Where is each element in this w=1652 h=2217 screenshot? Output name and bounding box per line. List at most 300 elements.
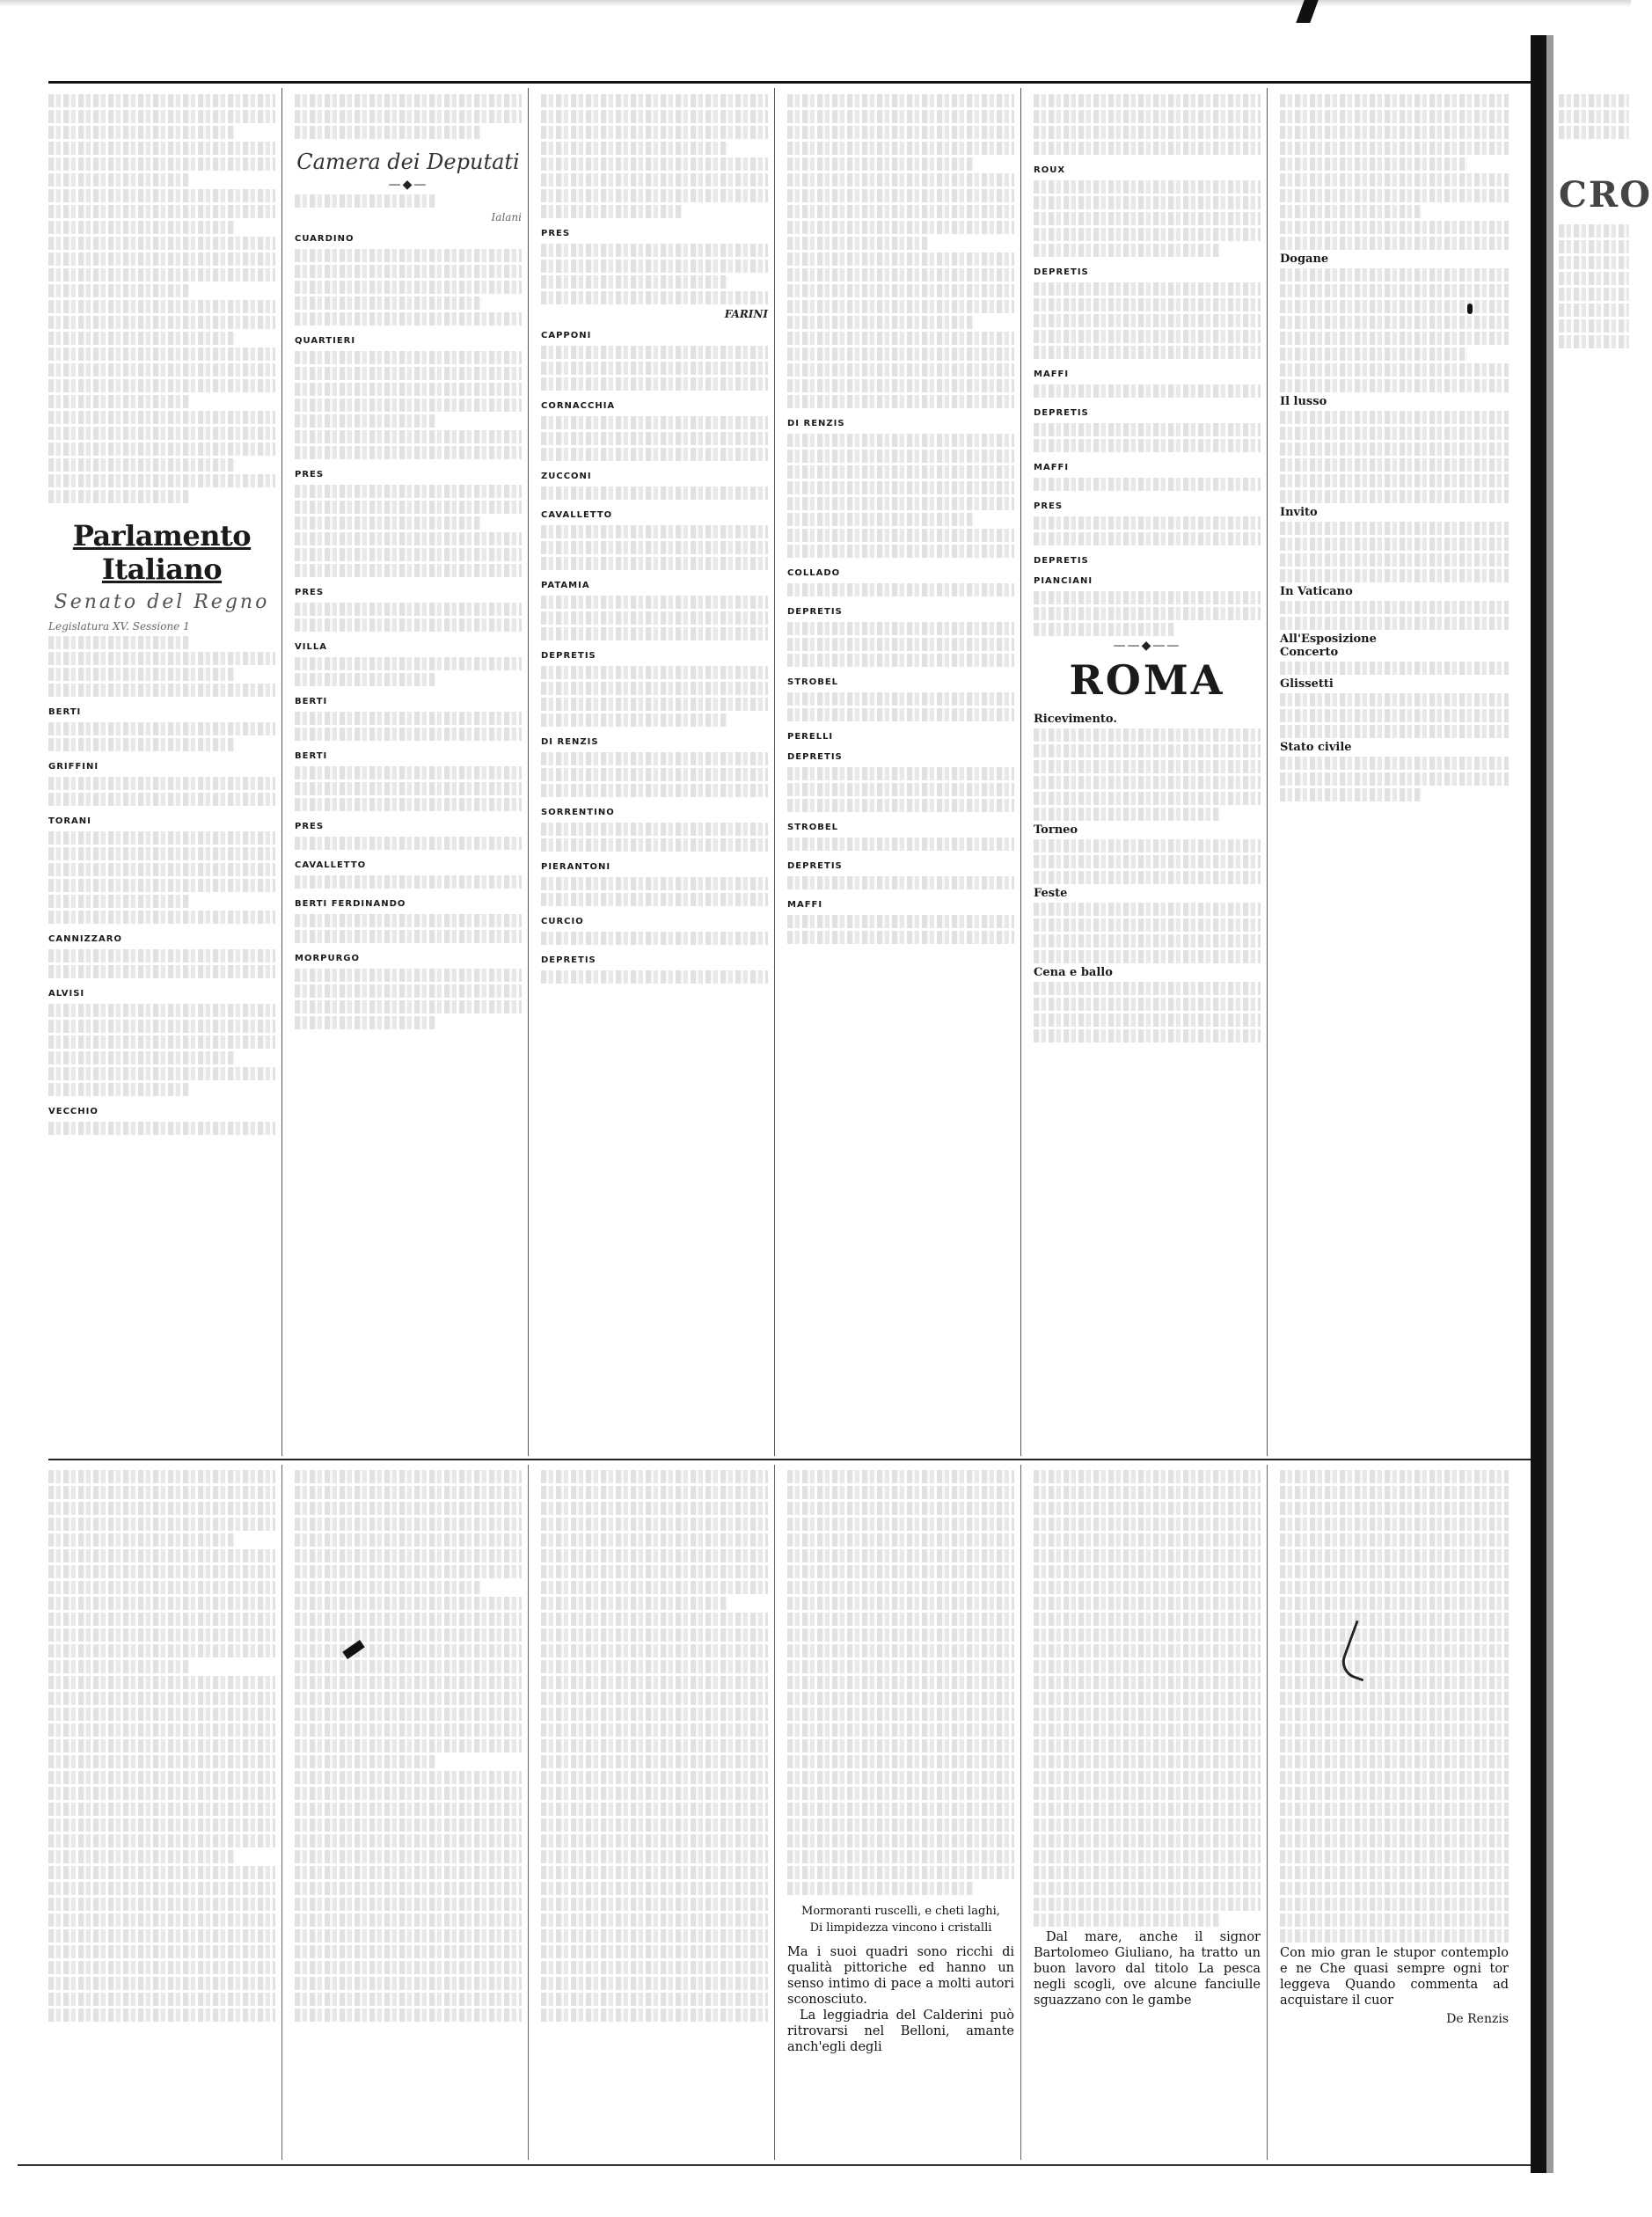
text-line — [1280, 1549, 1509, 1562]
text-line — [1280, 1708, 1509, 1721]
text-line — [295, 1628, 522, 1642]
text-line — [787, 1486, 1014, 1499]
text-line — [1280, 142, 1509, 155]
text-line — [1559, 319, 1629, 333]
text-line — [1280, 474, 1509, 487]
text-line — [1034, 126, 1261, 139]
text-line — [1034, 244, 1220, 257]
text-line — [787, 1676, 1014, 1689]
text-line — [295, 1929, 522, 1943]
text-line — [787, 205, 1014, 218]
speaker-name: QUARTIERI — [295, 336, 356, 346]
text-line — [295, 367, 522, 380]
news-item-title: In Vaticano — [1280, 585, 1353, 598]
text-line — [48, 1676, 275, 1689]
text-line — [1034, 196, 1261, 209]
news-item-title: Il lusso — [1280, 395, 1327, 408]
text-line — [295, 712, 522, 725]
speaker-name: PIANCIANI — [1034, 576, 1093, 586]
text-line — [1280, 772, 1509, 786]
text-line — [541, 1739, 768, 1752]
speaker-name: GRIFFINI — [48, 762, 99, 772]
text-line — [48, 668, 235, 681]
text-line — [787, 1866, 1014, 1879]
speaker-name: CORNACCHIA — [541, 401, 616, 411]
column-4 — [787, 91, 1014, 1453]
session-president: FARINI — [724, 308, 768, 320]
text-line — [295, 1581, 481, 1594]
text-line — [48, 863, 275, 876]
text-line — [541, 1866, 768, 1879]
lower-column-4 — [787, 1467, 1014, 2158]
text-line — [48, 793, 275, 806]
text-line — [48, 965, 275, 978]
text-line — [1034, 1676, 1261, 1689]
speaker-name: PIERANTONI — [541, 862, 611, 872]
text-line — [1034, 1850, 1261, 1863]
speaker-name: DEPRETIS — [787, 607, 843, 617]
text-line — [1280, 1866, 1509, 1879]
text-line — [1280, 94, 1509, 107]
column-rule — [528, 88, 529, 1456]
column-rule — [774, 88, 775, 1456]
text-line — [541, 1787, 768, 1800]
text-line — [1034, 516, 1261, 530]
text-line — [541, 893, 768, 906]
text-line — [48, 1787, 275, 1800]
text-line — [48, 1898, 275, 1911]
text-line — [48, 458, 235, 472]
article-paragraph: Dal mare, anche il signor Bartolomeo Giuliano, ha tratto un buon lavoro dal titolo La pesca negli scogli, ove alcune fanciulle sguazzano con le gambe — [1034, 1930, 1261, 2008]
text-line — [1280, 1834, 1509, 1848]
text-line — [787, 221, 1014, 234]
text-line — [48, 722, 275, 735]
speaker-name: TORANI — [48, 816, 91, 826]
text-line — [1280, 1755, 1509, 1768]
text-line — [787, 300, 1014, 313]
text-line — [787, 1803, 1014, 1816]
text-line — [48, 636, 189, 649]
text-line — [787, 1581, 1014, 1594]
text-line — [1034, 1533, 1261, 1547]
text-line — [1280, 458, 1509, 472]
speaker-name: PRES — [541, 229, 571, 238]
text-line — [1034, 1818, 1261, 1832]
column-2 — [295, 91, 522, 1453]
text-line — [787, 1660, 1014, 1673]
column-rule — [281, 88, 282, 1456]
text-line — [1034, 1502, 1261, 1515]
text-line — [295, 914, 522, 927]
text-line — [48, 205, 275, 218]
text-line — [787, 513, 974, 526]
speaker-name: PRES — [295, 470, 325, 479]
text-line — [541, 205, 682, 218]
text-line — [1034, 282, 1261, 296]
text-line — [295, 1882, 522, 1895]
text-line — [295, 110, 522, 123]
text-line — [787, 465, 1014, 479]
text-line — [1034, 1834, 1261, 1848]
text-line — [1280, 1628, 1509, 1642]
text-line — [48, 395, 189, 408]
text-line — [787, 638, 1014, 651]
text-line — [787, 1818, 1014, 1832]
heading-ornament: —◆— — [388, 178, 428, 192]
text-line — [541, 432, 768, 445]
text-line — [48, 1882, 275, 1895]
text-line — [295, 1866, 522, 1879]
speaker-name: PRES — [295, 588, 325, 597]
column-rule — [1020, 1465, 1021, 2160]
text-line — [1280, 1692, 1509, 1705]
speaker-name: BERTI — [48, 707, 82, 717]
text-line — [1280, 268, 1509, 282]
text-line — [295, 1723, 522, 1737]
text-line — [295, 798, 522, 811]
text-line — [1280, 1486, 1509, 1499]
text-line — [1280, 709, 1509, 722]
speaker-name: DEPRETIS — [1034, 408, 1089, 418]
text-line — [541, 173, 768, 187]
text-line — [48, 1961, 275, 1974]
lower-column-2 — [295, 1467, 522, 2158]
text-line — [1280, 316, 1509, 329]
text-line — [541, 1803, 768, 1816]
text-line — [1034, 1692, 1261, 1705]
news-item-title: Feste — [1034, 887, 1068, 900]
text-line — [295, 1000, 522, 1013]
text-line — [48, 2008, 275, 2022]
text-line — [295, 249, 522, 262]
text-line — [295, 1850, 522, 1863]
text-line — [48, 126, 235, 139]
text-line — [1280, 757, 1509, 770]
chamber-heading: Camera dei Deputati — [296, 150, 520, 174]
text-line — [1559, 304, 1629, 317]
text-line — [541, 823, 768, 836]
text-line — [48, 1692, 275, 1705]
text-line — [48, 684, 275, 697]
text-line — [1034, 744, 1261, 757]
text-line — [1034, 478, 1261, 491]
text-line — [48, 1067, 275, 1080]
text-line — [295, 548, 522, 561]
text-line — [1559, 272, 1629, 285]
text-line — [541, 1502, 768, 1515]
text-line — [1559, 256, 1629, 269]
text-line — [1280, 427, 1509, 440]
text-line — [1034, 839, 1261, 852]
text-line — [1280, 379, 1509, 392]
text-line — [295, 1676, 522, 1689]
text-line — [295, 1771, 522, 1784]
text-line — [1280, 110, 1509, 123]
text-line — [787, 1565, 1014, 1578]
verse-line: Di limpidezza vincono i cristalli — [809, 1921, 992, 1935]
text-line — [295, 94, 522, 107]
speaker-name: CAPPONI — [541, 331, 592, 340]
column-rule — [1267, 1465, 1268, 2160]
text-line — [1034, 228, 1261, 241]
text-line — [1559, 288, 1629, 301]
binding-gutter — [1531, 35, 1546, 2173]
text-line — [787, 1613, 1014, 1626]
text-line — [787, 1644, 1014, 1657]
text-line — [295, 516, 481, 530]
text-line — [295, 414, 435, 428]
text-line — [48, 300, 275, 313]
text-line — [1280, 1898, 1509, 1911]
text-line — [1034, 918, 1261, 932]
column-3 — [541, 91, 768, 1453]
text-line — [1280, 725, 1509, 738]
text-line — [48, 1004, 275, 1017]
text-line — [541, 1834, 768, 1848]
text-line — [541, 932, 768, 945]
text-line — [295, 1993, 522, 2006]
speaker-name: ROUX — [1034, 165, 1066, 175]
text-line — [787, 348, 1014, 361]
text-line — [787, 395, 1014, 408]
text-line — [1559, 94, 1629, 107]
text-line — [541, 1913, 768, 1927]
text-line — [541, 1533, 768, 1547]
article-paragraph: La leggiadria del Calderini può ritrovarsi nel Belloni, amante anch'egli degli — [787, 2008, 1014, 2054]
text-line — [787, 915, 1014, 928]
text-line — [787, 284, 1014, 297]
text-line — [1034, 808, 1220, 821]
news-item-title: Glissetti — [1280, 677, 1334, 691]
text-line — [1034, 871, 1261, 884]
text-line — [541, 1961, 768, 1974]
news-item-title: Torneo — [1034, 823, 1078, 837]
speaker-name: BERTI FERDINANDO — [295, 899, 406, 909]
text-line — [295, 969, 522, 982]
text-line — [1034, 1597, 1261, 1610]
text-line — [1280, 1787, 1509, 1800]
text-line — [1280, 1739, 1509, 1752]
text-line — [295, 351, 522, 364]
text-line — [541, 1771, 768, 1784]
text-line — [787, 529, 1014, 542]
text-line — [1280, 1723, 1509, 1737]
text-line — [787, 379, 1014, 392]
news-item-title: Invito — [1280, 506, 1318, 519]
page-fold-rule — [48, 1459, 1535, 1460]
text-line — [48, 831, 275, 845]
text-line — [1034, 1628, 1261, 1642]
text-line — [787, 931, 1014, 944]
text-line — [1034, 1898, 1261, 1911]
text-line — [541, 1723, 768, 1737]
text-line — [1280, 1597, 1509, 1610]
text-line — [295, 766, 522, 779]
text-line — [48, 237, 275, 250]
column-5 — [1034, 91, 1261, 1453]
text-line — [1034, 623, 1174, 636]
speaker-name: ALVISI — [48, 989, 85, 999]
text-line — [541, 377, 768, 391]
text-line — [787, 237, 928, 250]
text-line — [1034, 314, 1261, 327]
senate-heading: Senato del Regno — [54, 591, 270, 613]
text-line — [295, 1533, 522, 1547]
adjacent-page-strip — [1559, 91, 1652, 1453]
adjacent-page-heading: CRO — [1559, 174, 1652, 216]
text-line — [787, 1470, 1014, 1483]
text-line — [295, 1644, 522, 1657]
text-line — [1280, 300, 1509, 313]
text-line — [1034, 1470, 1261, 1483]
text-line — [541, 1882, 768, 1895]
text-line — [1280, 173, 1509, 187]
text-line — [541, 126, 768, 139]
text-line — [48, 411, 275, 424]
text-line — [787, 142, 1014, 155]
binding-gutter-shadow — [1546, 35, 1553, 2173]
text-line — [295, 1961, 522, 1974]
text-line — [48, 911, 275, 924]
text-line — [541, 877, 768, 890]
text-line — [1034, 212, 1261, 225]
column-1 — [48, 91, 275, 1453]
text-line — [295, 1549, 522, 1562]
text-line — [1034, 1660, 1261, 1673]
text-line — [1280, 157, 1467, 171]
text-line — [48, 1993, 275, 2006]
text-line — [1280, 189, 1509, 202]
text-line — [1280, 1676, 1509, 1689]
text-line — [541, 2008, 768, 2022]
heading-ornament: ——◆—— — [1113, 639, 1181, 653]
text-line — [48, 1977, 275, 1990]
text-line — [1034, 439, 1261, 452]
speaker-name: DI RENZIS — [541, 737, 599, 747]
text-line — [1034, 1565, 1261, 1578]
text-line — [541, 682, 768, 695]
text-line — [787, 434, 1014, 447]
text-line — [787, 622, 1014, 635]
text-line — [48, 1866, 275, 1879]
text-line — [295, 1660, 522, 1673]
text-line — [48, 173, 189, 187]
text-line — [295, 618, 522, 632]
text-line — [48, 142, 275, 155]
text-line — [295, 1755, 435, 1768]
text-line — [295, 1470, 522, 1483]
text-line — [1034, 1486, 1261, 1499]
text-line — [295, 485, 522, 498]
text-line — [48, 474, 275, 487]
text-line — [295, 126, 481, 139]
article-paragraph: Ma i suoi quadri sono ricchi di qualità pittoriche ed hanno un senso intimo di pace a molti autori sconosciuto. — [787, 1945, 1014, 2007]
speaker-name: CUARDINO — [295, 234, 355, 244]
text-line — [48, 1020, 275, 1033]
text-line — [1559, 110, 1629, 123]
text-line — [295, 673, 435, 686]
text-line — [1034, 1771, 1261, 1784]
text-line — [1280, 601, 1509, 614]
text-line — [48, 189, 275, 202]
text-line — [1034, 1613, 1261, 1626]
text-line — [541, 1898, 768, 1911]
text-line — [787, 692, 1014, 706]
text-line — [541, 1818, 768, 1832]
text-line — [1034, 110, 1261, 123]
text-line — [1280, 1660, 1509, 1673]
text-line — [1034, 607, 1261, 620]
text-line — [295, 984, 522, 998]
text-line — [541, 838, 768, 852]
text-line — [1034, 1913, 1220, 1927]
column-rule — [774, 1465, 775, 2160]
column-rule — [1267, 88, 1268, 1456]
news-item-title: Stato civile — [1280, 741, 1352, 754]
text-line — [1280, 221, 1509, 234]
text-line — [541, 487, 768, 500]
text-line — [48, 1723, 275, 1737]
speaker-name: DEPRETIS — [1034, 556, 1089, 566]
text-line — [1280, 1929, 1509, 1943]
text-line — [1034, 180, 1261, 194]
text-line — [48, 1771, 275, 1784]
text-line — [787, 1692, 1014, 1705]
text-line — [1034, 934, 1261, 948]
text-line — [541, 1692, 768, 1705]
text-line — [1280, 662, 1509, 675]
text-line — [295, 1692, 522, 1705]
lower-column-1 — [48, 1467, 275, 2158]
text-line — [787, 1628, 1014, 1642]
text-line — [787, 654, 1014, 667]
column-rule — [528, 1465, 529, 2160]
text-line — [295, 1787, 522, 1800]
text-line — [541, 611, 768, 625]
text-line — [295, 2008, 522, 2022]
text-line — [541, 1518, 768, 1531]
text-line — [1034, 1882, 1261, 1895]
text-line — [541, 448, 768, 461]
text-line — [787, 173, 1014, 187]
text-line — [48, 1051, 235, 1065]
text-line — [1034, 423, 1261, 436]
text-line — [295, 296, 481, 310]
parliament-heading: Parlamento Italiano — [72, 519, 252, 586]
text-line — [48, 1913, 275, 1927]
text-line — [48, 895, 189, 908]
lower-column-6 — [1280, 1467, 1509, 2158]
text-line — [295, 657, 522, 670]
text-line — [1280, 363, 1509, 377]
text-line — [541, 244, 768, 257]
text-line — [48, 738, 235, 751]
text-line — [1034, 903, 1261, 916]
text-line — [295, 837, 522, 850]
news-item-title: Concerto — [1280, 646, 1339, 659]
speaker-name: DEPRETIS — [787, 861, 843, 871]
text-line — [787, 332, 1014, 345]
text-line — [48, 1486, 275, 1499]
speaker-name: SORRENTINO — [541, 808, 615, 817]
text-line — [1034, 760, 1261, 773]
speaker-name: DEPRETIS — [541, 955, 596, 965]
speaker-name: VECCHIO — [48, 1107, 99, 1116]
text-line — [295, 532, 522, 545]
text-line — [787, 767, 1014, 780]
text-line — [48, 1834, 275, 1848]
text-line — [48, 252, 275, 266]
